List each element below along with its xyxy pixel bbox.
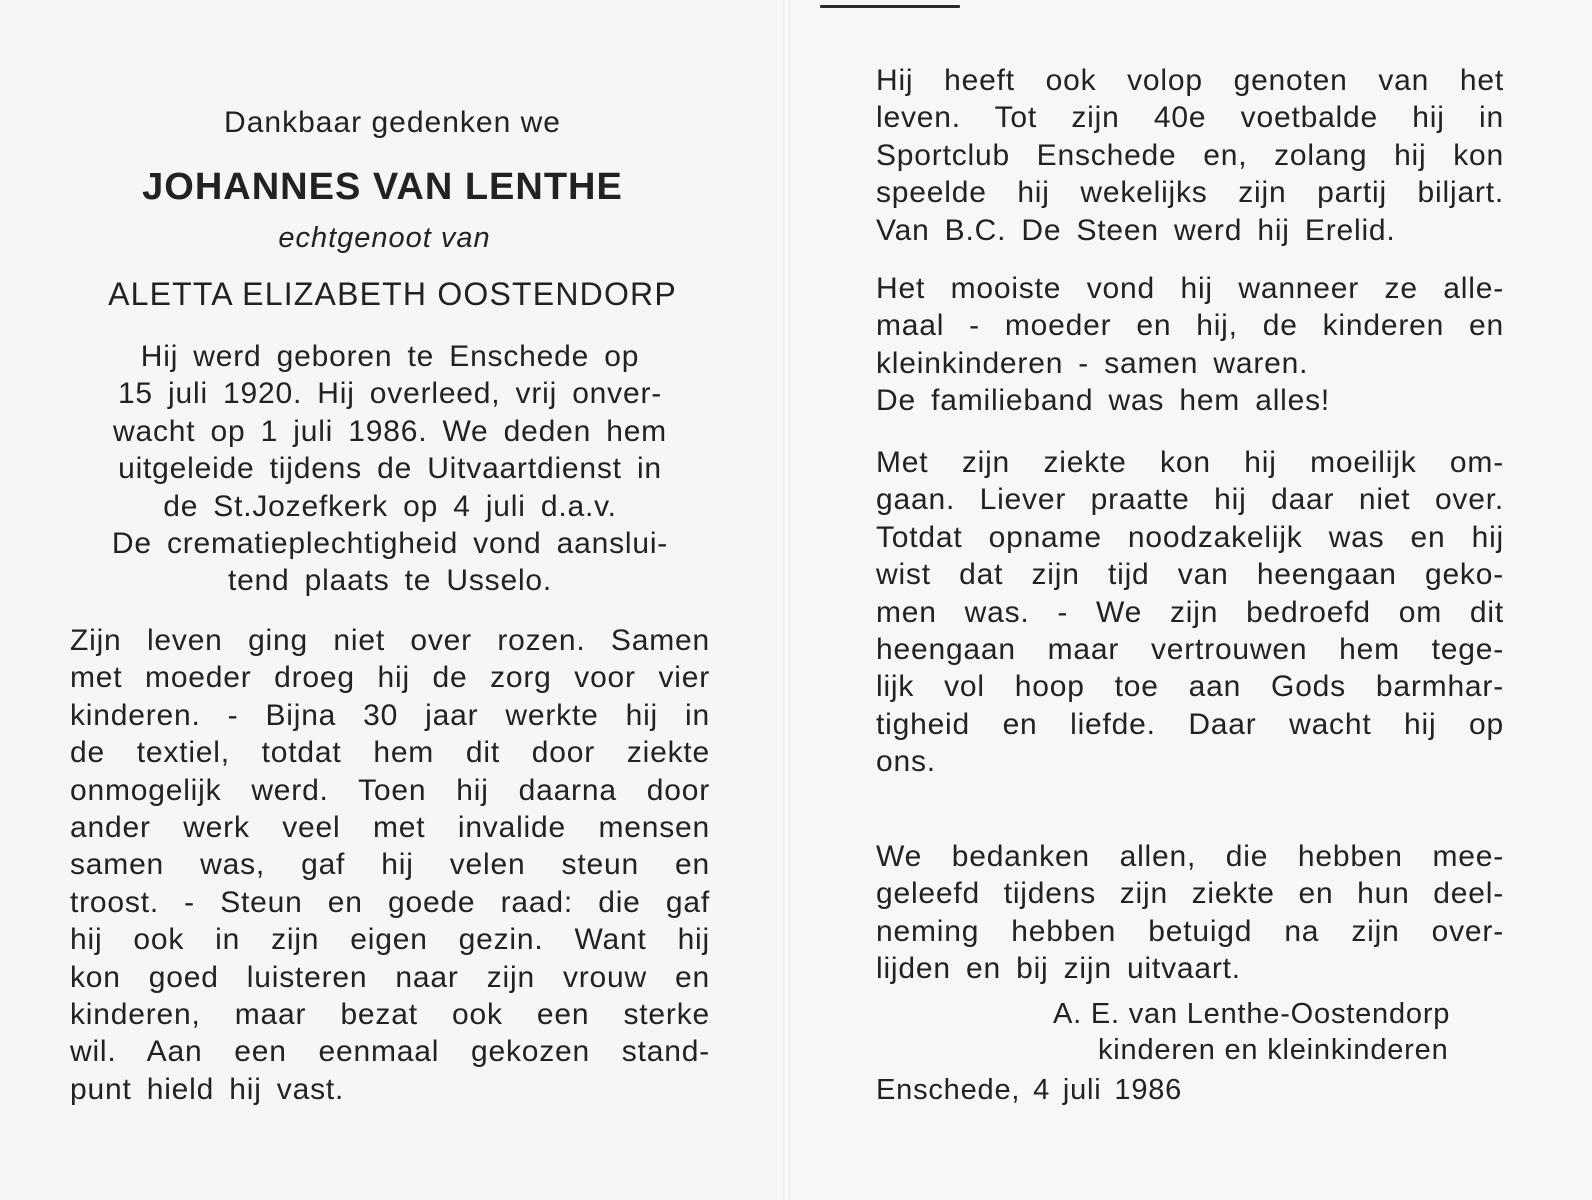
- text-line: ander werk veel met invalide mensen: [70, 811, 710, 845]
- text-line: kleinkinderen - samen waren.: [876, 346, 1309, 380]
- text-line: Hij werd geboren te Enschede op: [140, 340, 640, 373]
- text-line: met moeder droeg hij de zorg voor vier: [70, 661, 710, 695]
- text-line: kinderen. - Bijna 30 jaar werkte hij in: [70, 698, 710, 732]
- text-line: kinderen, maar bezat ook een sterke: [70, 998, 710, 1032]
- text-line: kon goed luisteren naar zijn vrouw en: [70, 960, 710, 994]
- text-line: geleefd tijdens zijn ziekte en hun deel-: [876, 877, 1504, 911]
- life-paragraph: [70, 622, 710, 1108]
- place-and-date: Enschede, 4 juli 1986: [876, 1074, 1183, 1106]
- text-line: men was. - We zijn bedroefd om dit: [876, 595, 1504, 629]
- text-line: wacht op 1 juli 1986. We deden hem: [113, 414, 667, 448]
- text-line: De familieband was hem alles!: [876, 384, 1331, 418]
- text-line: ons.: [876, 745, 936, 779]
- text-line: de textiel, totdat hem dit door ziekte: [70, 736, 710, 770]
- signature-family-name: A. E. van Lenthe-Oostendorp: [1053, 998, 1451, 1030]
- text-line: samen was, gaf hij velen steun en: [70, 848, 710, 882]
- text-line: punt hield hij vast.: [70, 1072, 345, 1106]
- thanks-paragraph: [876, 838, 1504, 988]
- text-line: lijden en bij zijn uitvaart.: [876, 952, 1241, 986]
- text-line: Hij heeft ook volop genoten van het: [876, 64, 1504, 97]
- text-line: Van B.C. De Steen werd hij Erelid.: [876, 213, 1396, 247]
- text-line: Het mooiste vond hij wanneer ze alle-: [876, 272, 1504, 305]
- text-line: speelde hij wekelijks zijn partij biljart.: [876, 176, 1504, 210]
- spouse-name: ALETTA ELIZABETH OOSTENDORP: [108, 276, 677, 312]
- family-paragraph: [876, 270, 1504, 420]
- deceased-name: JOHANNES VAN LENTHE: [142, 166, 623, 208]
- text-line: uitgeleide tijdens de Uitvaartdienst in: [118, 452, 662, 486]
- illness-paragraph: [876, 444, 1504, 781]
- signature-children: kinderen en kleinkinderen: [1098, 1034, 1449, 1066]
- text-line: 15 juli 1920. Hij overleed, vrij onver-: [117, 377, 663, 411]
- text-line: maal - moeder en hij, de kinderen en: [876, 309, 1504, 343]
- text-line: tend plaats te Usselo.: [227, 564, 553, 598]
- text-line: Met zijn ziekte kon hij moeilijk om-: [876, 446, 1504, 479]
- text-line: tigheid en liefde. Daar wacht hij op: [876, 707, 1504, 741]
- text-line: We bedanken allen, die hebben mee-: [876, 840, 1504, 873]
- intro-line: Dankbaar gedenken we: [224, 106, 561, 139]
- text-line: wist dat zijn tijd van heengaan geko-: [876, 558, 1504, 592]
- text-line: wil. Aan een eenmaal gekozen stand-: [70, 1035, 710, 1069]
- top-edge-mark: [820, 5, 960, 8]
- text-line: de St.Jozefkerk op 4 juli d.a.v.: [163, 489, 617, 523]
- text-line: Zijn leven ging niet over rozen. Samen: [70, 624, 710, 657]
- text-line: Sportclub Enschede en, zolang hij kon: [876, 138, 1504, 172]
- text-line: gaan. Liever praatte hij daar niet over.: [876, 483, 1504, 517]
- text-line: heengaan maar vertrouwen hem tege-: [876, 633, 1504, 667]
- leisure-paragraph: [876, 62, 1504, 249]
- text-line: lijk vol hoop toe aan Gods barmhar-: [876, 670, 1504, 704]
- text-line: Totdat opname noodzakelijk was en hij: [876, 520, 1504, 554]
- spouse-label: echtgenoot van: [278, 222, 491, 254]
- text-line: hij ook in zijn eigen gezin. Want hij: [70, 923, 710, 957]
- text-line: De crematieplechtigheid vond aanslui-: [111, 527, 669, 561]
- text-line: leven. Tot zijn 40e voetbalde hij in: [876, 101, 1504, 135]
- birth-paragraph: [0, 338, 780, 600]
- card-fold: [783, 0, 790, 1200]
- text-line: neming hebben betuigd na zijn over-: [876, 914, 1504, 948]
- text-line: troost. - Steun en goede raad: die gaf: [70, 885, 710, 919]
- text-line: onmogelijk werd. Toen hij daarna door: [70, 773, 710, 807]
